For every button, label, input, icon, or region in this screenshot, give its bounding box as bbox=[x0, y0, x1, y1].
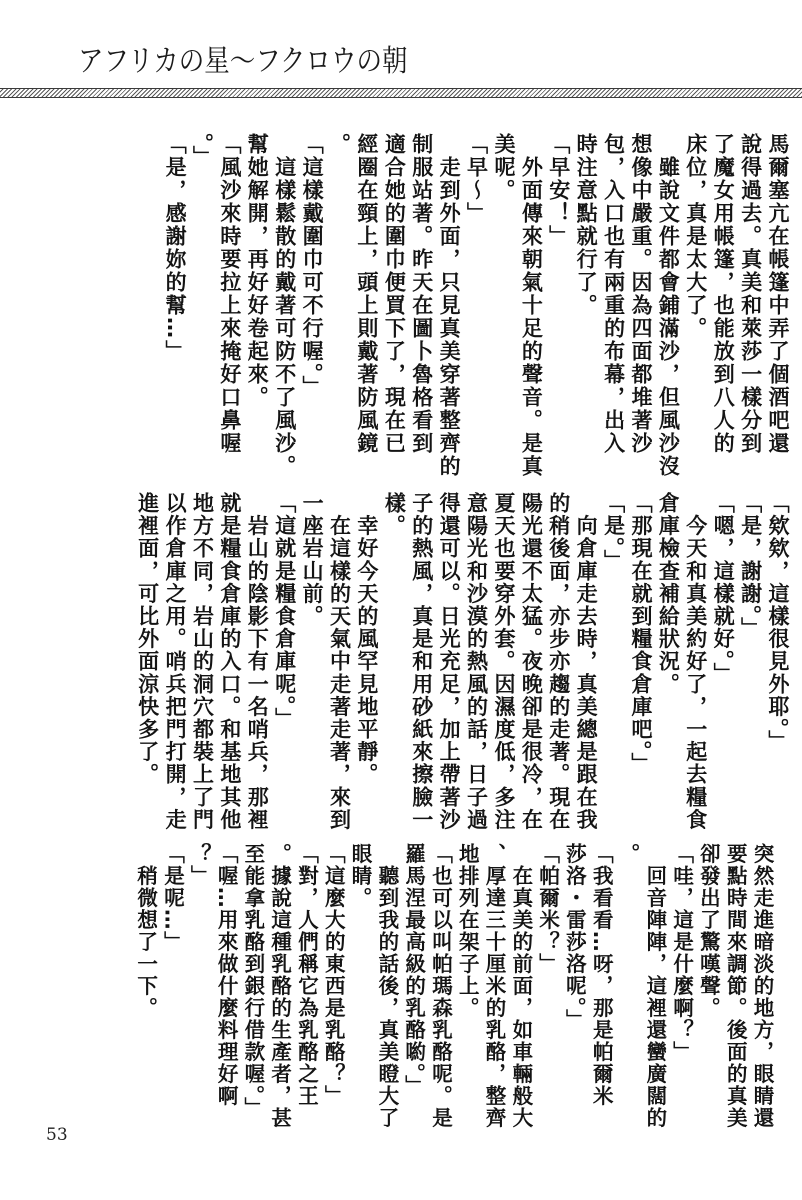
text-column: 經圈在頸上，頭上則戴著防風鏡 bbox=[354, 133, 379, 455]
text-column: 。 bbox=[327, 133, 352, 156]
text-column: 卻發出了驚嘆聲。 bbox=[696, 843, 721, 1019]
text-column: 陽光還不太猛。夜晚卻是很冷，在 bbox=[519, 492, 544, 831]
text-column: 以作倉庫之用。哨兵把門打開，走 bbox=[163, 492, 188, 831]
text-column: 、厚達三十厘米的乳酪，整齊 bbox=[482, 843, 507, 1129]
text-column: 倉庫檢查補給狀況。 bbox=[656, 492, 681, 696]
text-column: 。」 bbox=[190, 133, 215, 169]
text-column: 得還可以。日光充足，加上帶著沙 bbox=[437, 492, 462, 831]
text-column: 「我看看…呀，那是帕爾米 bbox=[589, 843, 614, 1107]
running-header-title: アフリカの星～フクロウの朝 bbox=[78, 44, 408, 79]
text-column: 「喔…用來做什麼料理好啊 bbox=[214, 843, 239, 1107]
text-column: 今天和真美約好了，一起去糧食 bbox=[683, 492, 708, 831]
text-column: 幫她解開，再好好卷起來。 bbox=[245, 133, 270, 409]
text-column: 「這麼大的東西是乳酪？」 bbox=[321, 843, 346, 1107]
text-column: 適合她的圍巾便買下了，現在已 bbox=[382, 133, 407, 455]
text-column: 地方不同，岩山的洞穴都裝上了門 bbox=[190, 492, 215, 831]
text-column: 突然走進暗淡的地方，眼睛還 bbox=[750, 843, 774, 1129]
text-column: 走到外面，只見真美穿著整齊的 bbox=[437, 133, 462, 478]
text-column: 「那現在就到糧食倉庫吧。」 bbox=[628, 492, 653, 776]
text-column: 時注意點就行了。 bbox=[574, 133, 599, 317]
text-band-bottom bbox=[132, 843, 775, 1133]
text-column: 岩山的陰影下有一名哨兵，那裡 bbox=[245, 492, 270, 831]
text-column: 馬爾塞亢在帳篷中弄了個酒吧還 bbox=[766, 133, 790, 455]
text-column: 眼睛。 bbox=[348, 843, 373, 909]
text-column: 「這就是糧食倉庫呢。」 bbox=[272, 492, 297, 731]
text-column: 想像中嚴重。因為四面都堆著沙 bbox=[628, 133, 653, 455]
text-column: 進裡面，可比外面涼快多了。 bbox=[135, 492, 160, 786]
text-column: 床位，真是太大了。 bbox=[683, 133, 708, 340]
text-column: 子的熱風，真是和用砂紙來擦臉一 bbox=[409, 492, 434, 831]
text-column: ？」 bbox=[187, 843, 212, 887]
text-column: 至能拿乳酪到銀行借款喔。」 bbox=[240, 843, 265, 1119]
text-column: 「早～」 bbox=[464, 133, 489, 225]
text-column: 聽到我的話後，真美瞪大了 bbox=[374, 843, 399, 1129]
text-column: 「早安！」 bbox=[546, 133, 571, 248]
text-column: 「是呢…」 bbox=[160, 843, 185, 953]
text-column: 「是，感謝妳的幫…」 bbox=[163, 133, 188, 363]
text-band-middle bbox=[133, 492, 791, 834]
text-column: 「哇，這是什麼啊？」 bbox=[669, 843, 694, 1063]
text-column: 在真美的前面，如車輛般大 bbox=[508, 843, 533, 1129]
text-column: 美呢。 bbox=[491, 133, 516, 202]
text-column: 就是糧食倉庫的入口。和基地其他 bbox=[217, 492, 242, 831]
text-column: 向倉庫走去時，真美總是跟在我 bbox=[574, 492, 599, 831]
page-number: 53 bbox=[46, 1125, 68, 1145]
text-column: 了魔女用帳篷，也能放到八人的 bbox=[711, 133, 736, 455]
text-column: 在這樣的天氣中走著走著，來到 bbox=[327, 492, 352, 831]
text-column: 回音陣陣，這裡還蠻廣闊的 bbox=[642, 843, 667, 1129]
text-column: 「這樣戴圍巾可不行喔。」 bbox=[300, 133, 325, 399]
text-column: 莎洛・雷莎洛呢。」 bbox=[562, 843, 587, 1031]
text-column: 外面傳來朝氣十足的聲音。是真 bbox=[519, 133, 544, 478]
text-column: 羅馬涅最高級的乳酪喲。」 bbox=[401, 843, 426, 1097]
text-column: 意陽光和沙漠的熱風的話，日子過 bbox=[464, 492, 489, 831]
text-column: 「是。」 bbox=[601, 492, 626, 572]
text-column: 一座岩山前。 bbox=[300, 492, 325, 628]
text-column: 包，入口也有兩重的布幕，出入 bbox=[601, 133, 626, 455]
text-column: 「對，人們稱它為乳酪之王 bbox=[294, 843, 319, 1107]
text-column: 要點時間來調節。後面的真美 bbox=[723, 843, 748, 1129]
text-column: 「帕爾米？」 bbox=[535, 843, 560, 975]
text-column: 「欸欸，這樣很見外耶。」 bbox=[766, 492, 790, 753]
text-column: 「嗯，這樣就好。」 bbox=[711, 492, 736, 685]
text-column: 這樣鬆散的戴著可防不了風沙。 bbox=[272, 133, 297, 478]
text-column: 地排列在架子上。 bbox=[455, 843, 480, 1019]
text-column: 制服站著。昨天在圖卜魯格看到 bbox=[409, 133, 434, 455]
text-column: 說得過去。真美和萊莎一樣分到 bbox=[738, 133, 763, 455]
text-column: 「是，謝謝。」 bbox=[738, 492, 763, 640]
text-column: 夏天也要穿外套。因濕度低，多注 bbox=[491, 492, 516, 831]
text-column: 「也可以叫帕瑪森乳酪呢。是 bbox=[428, 843, 453, 1129]
text-column: 幸好今天的風罕見地平靜。 bbox=[354, 492, 379, 786]
text-column: 「風沙來時要拉上來掩好口鼻喔 bbox=[217, 133, 242, 455]
text-column: 。據說這種乳酪的生產者，甚 bbox=[267, 843, 292, 1129]
text-band-top bbox=[161, 133, 791, 485]
text-column: 的稍後面，亦步亦趨的走著。現在 bbox=[546, 492, 571, 831]
text-column: 稍微想了一下。 bbox=[133, 843, 158, 1019]
text-column: 。 bbox=[616, 843, 641, 865]
text-column: 雖說文件都會鋪滿沙，但風沙沒 bbox=[656, 133, 681, 478]
header-hatched-rule bbox=[0, 88, 802, 98]
text-column: 樣。 bbox=[382, 492, 407, 538]
